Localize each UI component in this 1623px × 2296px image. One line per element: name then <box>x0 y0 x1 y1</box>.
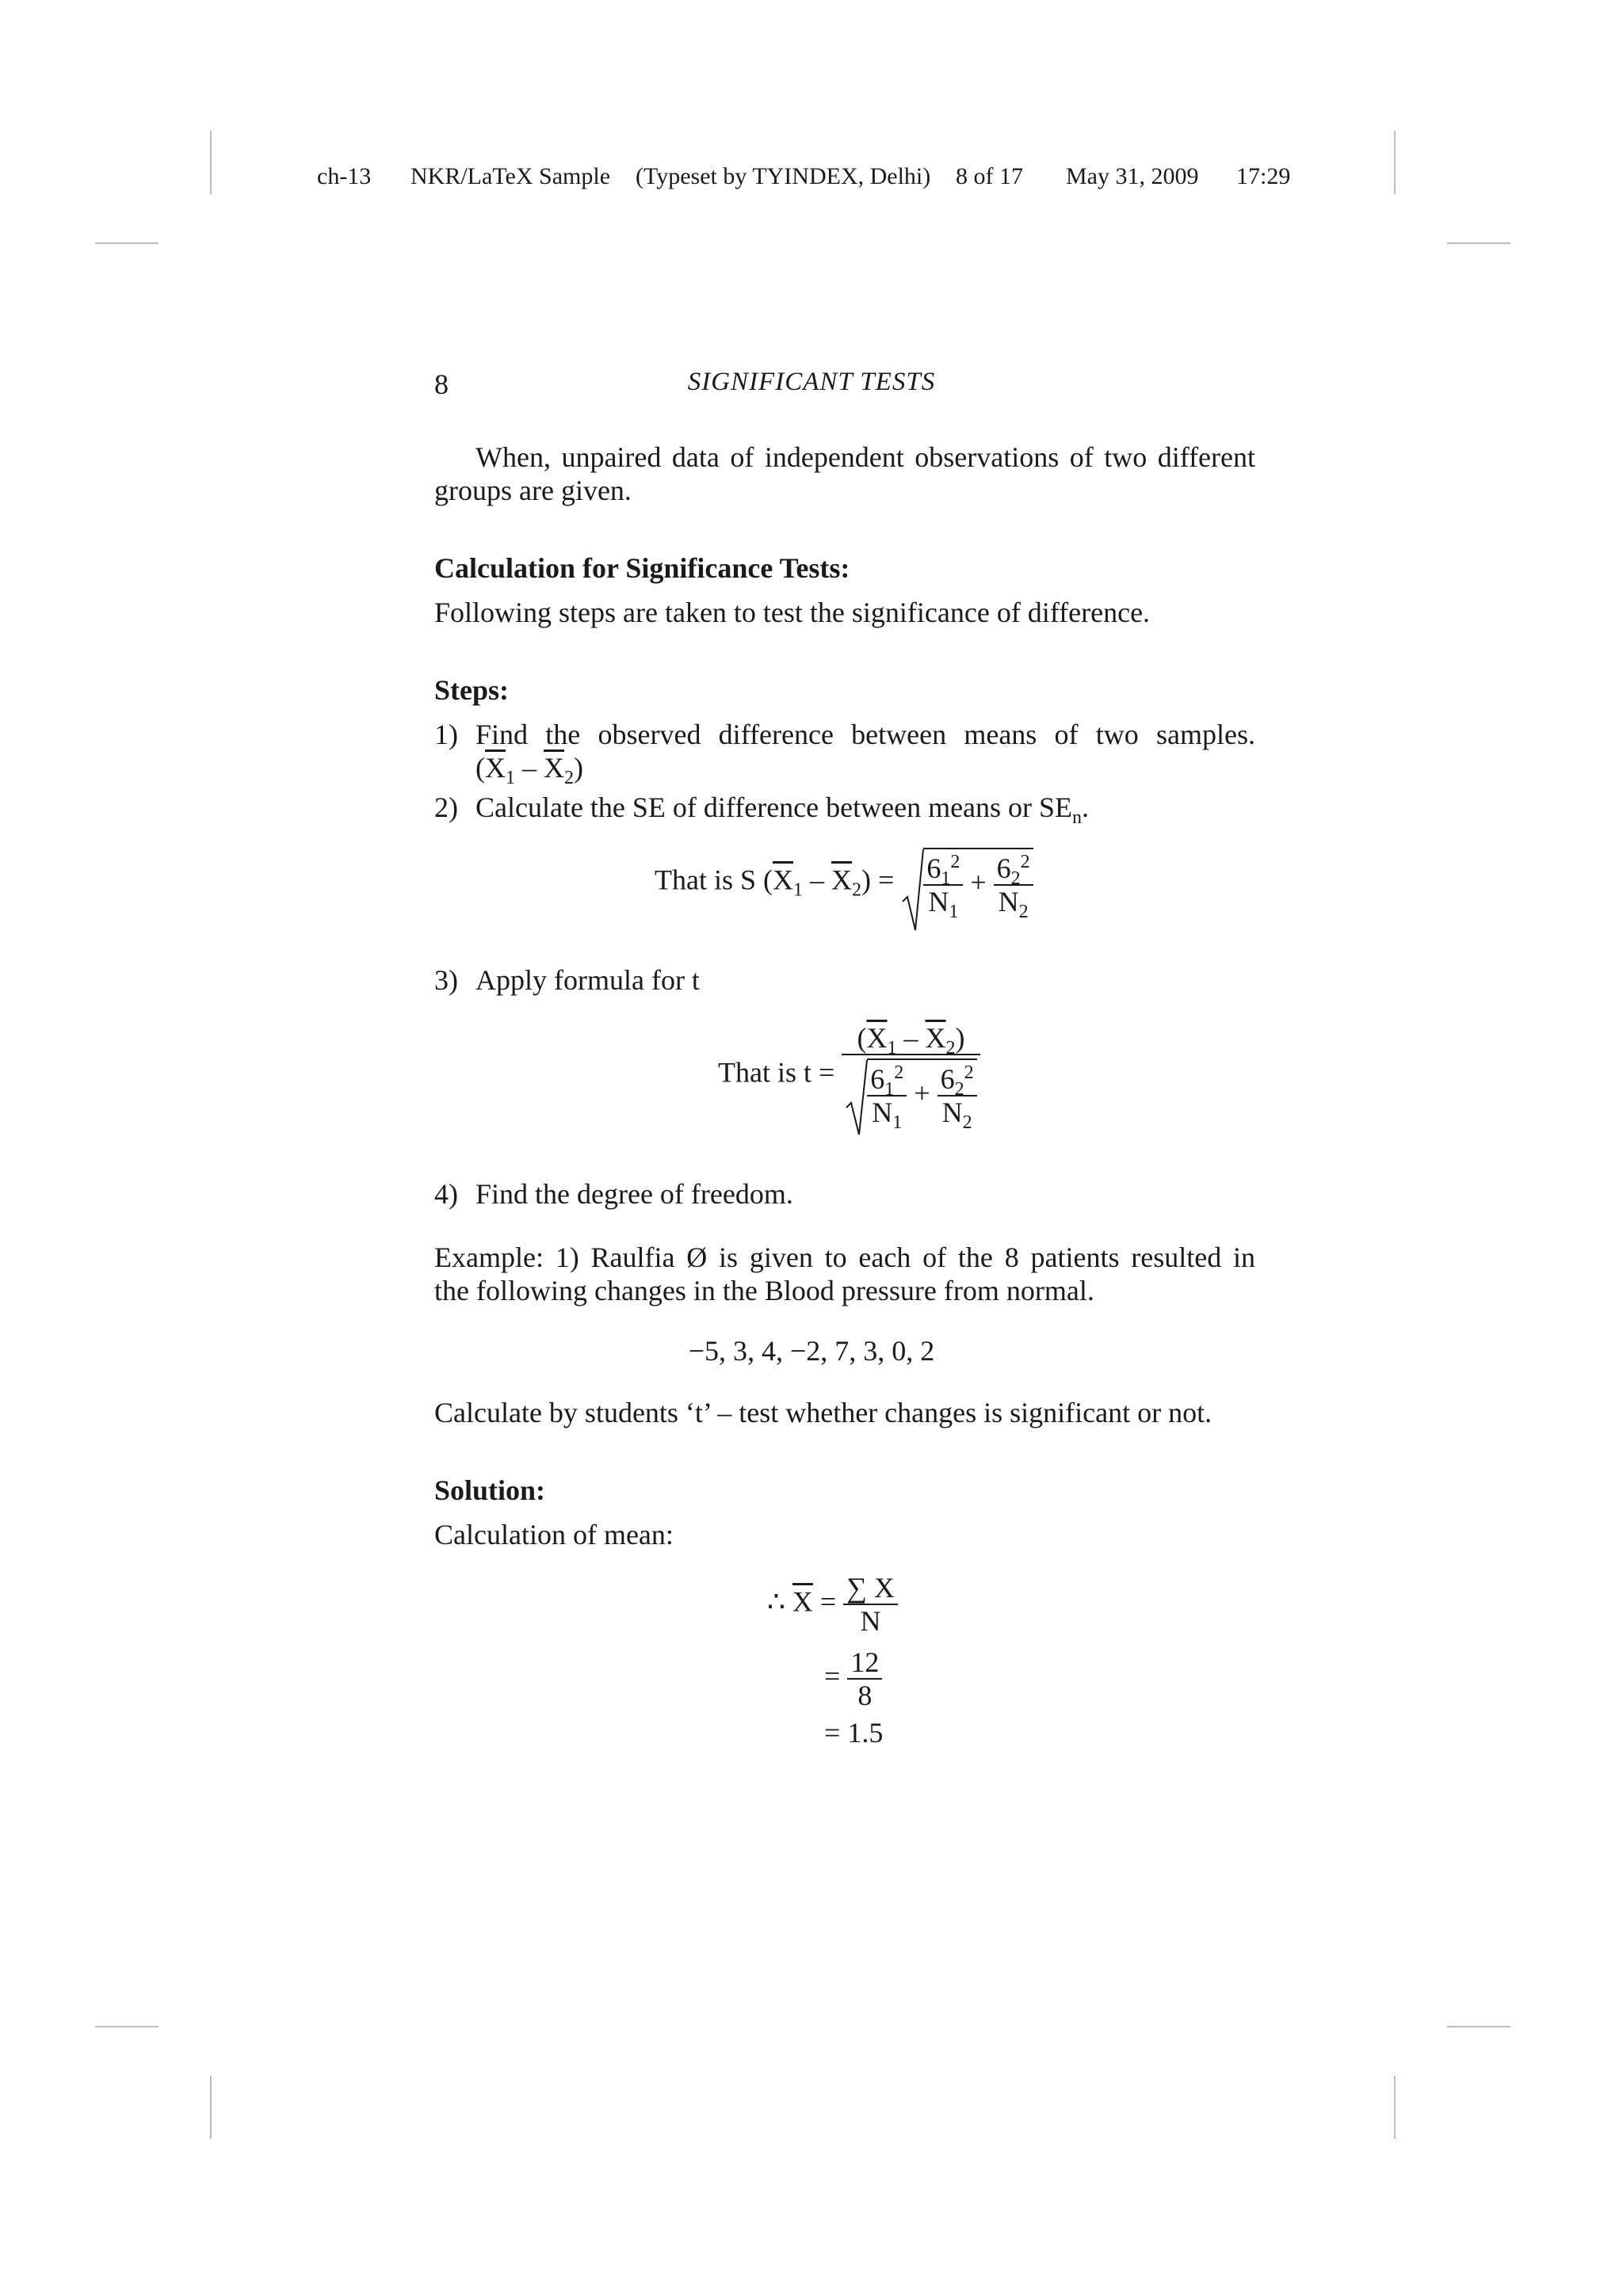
example-paragraph <box>434 1241 1255 1307</box>
step-number: 2) <box>434 791 458 823</box>
step-number: 1) <box>434 719 458 750</box>
intro-line-2: groups are given. <box>434 475 632 506</box>
step-3 <box>434 963 1255 997</box>
formula-se: That is S $(\overline{X}_1 - \overline{X}_2)$ = $\frac{6_1^2}{N_1}$ + $\frac{6_2^2}{N_2}$ <box>655 848 1033 917</box>
crop-mark <box>1394 2076 1396 2139</box>
calc-text: Following steps are taken to test the significance of difference. <box>434 597 1151 628</box>
steps-heading: Steps: <box>434 674 510 706</box>
header-typeset: (Typeset by TYINDEX, Delhi) <box>636 163 931 189</box>
mean-result: 1.5 <box>847 1717 884 1749</box>
step-1 <box>434 718 1255 789</box>
mean-fraction-line: = $\frac{12}{8}$ <box>824 1646 882 1711</box>
crop-mark <box>210 2076 212 2139</box>
radical-sign <box>901 848 925 935</box>
mean-result-line: = 1.5 <box>824 1717 884 1749</box>
solution-heading: Solution: <box>434 1474 546 1506</box>
running-head: SIGNIFICANT TESTS <box>687 368 936 396</box>
calc-heading: Calculation for Significance Tests: <box>434 552 850 584</box>
calc-question: Calculate by students ‘t’ – test whether changes is significant or not. <box>434 1397 1212 1428</box>
radical-sign <box>845 1058 869 1138</box>
step-number: 3) <box>434 964 458 996</box>
step-4 <box>434 1177 1255 1211</box>
example-line-2: the following changes in the Blood pressure from normal. <box>434 1275 1094 1306</box>
step-text: Find the observed difference between means of two samples. <box>475 719 1255 750</box>
formula-t: That is t = $(\overline{X}_1 - \overline{X}_2)$ $\frac{6_1^2}{N_1}$ + $\frac{6_2^2}{N_2}$ <box>718 1022 980 1128</box>
mean-heading: Calculation of mean: <box>434 1519 674 1550</box>
intro-paragraph <box>434 441 1255 507</box>
header-pages: 8 of 17 <box>956 163 1023 189</box>
mean-formula: ∴ $\overline{X}$ = $\frac{\sum X}{N}$ <box>767 1572 898 1637</box>
crop-mark <box>1447 242 1510 244</box>
example-line-1: Example: 1) Raulfia Ø is given to each of the 8 patients resulted in <box>434 1241 1255 1273</box>
page-number: 8 <box>434 368 449 400</box>
step-text: Find the degree of freedom. <box>475 1178 793 1210</box>
data-values: −5, 3, 4, −2, 7, 3, 0, 2 <box>688 1335 935 1367</box>
crop-mark <box>1394 131 1396 194</box>
step-text: Calculate the SE of difference between means or SE <box>475 791 1073 823</box>
step-number: 4) <box>434 1178 458 1210</box>
step-text: Apply formula for t <box>475 964 700 996</box>
header-date: May 31, 2009 <box>1066 163 1199 189</box>
crop-mark <box>1447 2026 1510 2027</box>
intro-line-1: When, unpaired data of independent observations of two different <box>475 441 1255 473</box>
header-chapter: ch-13 <box>317 163 372 189</box>
header-time: 17:29 <box>1236 163 1291 189</box>
crop-mark <box>95 2026 158 2027</box>
crop-mark <box>210 131 212 194</box>
step-2: 2) Calculate the SE of difference between means or $SE_n$. <box>434 791 1090 829</box>
header-sample: NKR/LaTeX Sample <box>411 163 611 189</box>
crop-mark <box>95 242 158 244</box>
step-expr: $(\overline{X}_1 - \overline{X}_2)$ <box>475 752 583 789</box>
